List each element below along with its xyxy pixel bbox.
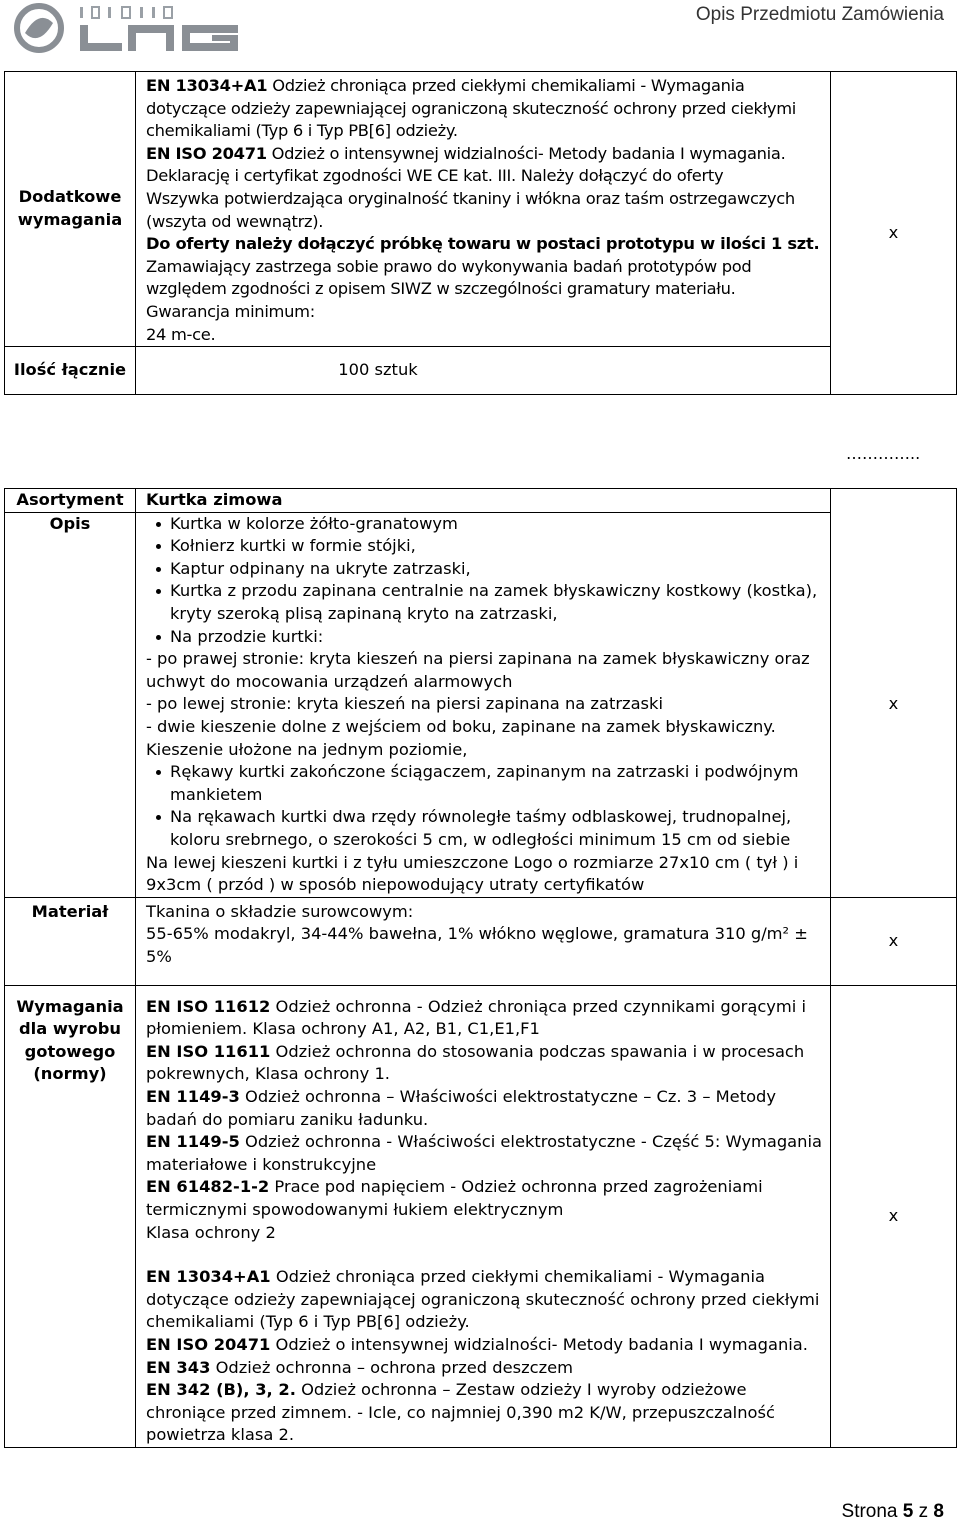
page-number: 5 (902, 1501, 914, 1522)
text-line: Tkanina o składzie surowcowym: (146, 901, 414, 921)
quantity-value: 100 sztuk (136, 347, 831, 395)
table-row (5, 347, 957, 395)
compliance-mark: x (831, 72, 957, 395)
polskie-lng-logo (12, 3, 247, 53)
text-line: Gwarancja minimum: (146, 301, 315, 321)
list-item: Kaptur odpinany na ukryte zatrzaski, (170, 558, 826, 581)
text-line: EN 1149-3 Odzież ochronna – Właściwości elektrostatyczne – Cz. 3 – Metody badań do pomiaru zaniku ładunku. (146, 1087, 777, 1129)
compliance-mark: x (831, 512, 957, 897)
list-item: Na rękawach kurtki dwa rzędy równoległe taśmy odblaskowej, trudnopalnej, koloru srebrnego, o szerokości 5 cm, w odległości minimum 15 cm od siebie (170, 806, 826, 851)
text-line: EN 343 Odzież ochronna – ochrona przed deszczem (146, 1357, 574, 1377)
text-line: - po prawej stronie: kryta kieszeń na piersi zapinana na zamek błyskawiczny oraz uchwyt do mocowania urządzeń alarmowych (146, 649, 810, 691)
product-spec-table (4, 488, 957, 1448)
list-item: Kurtka w kolorze żółto-granatowym (170, 513, 826, 536)
spacer (146, 1244, 826, 1266)
row-label: Wymagania dla wyrobu gotowego (normy) (5, 985, 136, 1447)
table-row (5, 897, 957, 985)
page-separator: z (913, 1501, 934, 1522)
document-title: Opis Przedmiotu Zamówienia (695, 4, 944, 25)
text-line: EN ISO 11611 Odzież ochronna do stosowania podczas spawania i w procesach pokrewnych, Klasa ochrony 1. (146, 1041, 805, 1084)
text-line: EN 342 (B), 3, 2. Odzież ochronna – Zestaw odzieży I wyroby odzieżowe chroniące przed zimnem. - Icle, co najmniej 0,390 m2 K/W, przepuszczalność powietrza klasa 2. (146, 1380, 775, 1445)
list-item: Kurtka z przodu zapinana centralnie na zamek błyskawiczny kostkowy (kostka), kryty szeroką plisą zapinaną kryto na zatrzaski, (170, 580, 826, 625)
list-item: Na przodzie kurtki: (170, 626, 826, 649)
text-line: - po lewej stronie: kryta kieszeń na piersi zapinana na zatrzaski (146, 694, 663, 714)
text-line: 24 m-ce. (146, 324, 216, 344)
compliance-mark: x (831, 985, 957, 1447)
row-label: Ilość łącznie (5, 347, 136, 395)
table-row (5, 985, 957, 1447)
table-row (5, 72, 957, 347)
page-total: 8 (933, 1501, 944, 1522)
text-line: Zamawiający zastrzega sobie prawo do wykonywania badań prototypów pod względem zgodności z opisem SIWZ w szczególności gramatury materiału. (146, 256, 752, 299)
empty-cell (831, 489, 957, 513)
assortment-value: Kurtka zimowa (136, 489, 831, 513)
row-label: Dodatkowe wymagania (5, 72, 136, 347)
list-item: Rękawy kurtki zakończone ściągaczem, zapinanym na zatrzaski i podwójnym mankietem (170, 761, 826, 806)
text-line: 55-65% modakryl, 34-44% bawełna, 1% włókno węglowe, gramatura 310 g/m² ± 5% (146, 924, 808, 966)
text-line: EN ISO 20471 Odzież o intensywnej widzialności- Metody badania I wymagania. (146, 1335, 808, 1354)
text-line: EN ISO 11612 Odzież ochronna - Odzież chroniąca przed czynnikami gorącymi i płomieniem. Klasa ochrony A1, A2, B1, C1,E1,F1 (146, 996, 807, 1039)
text-line: EN 13034+A1 Odzież chroniąca przed ciekłymi chemikaliami - Wymagania dotyczące odzieży zapewniającej ograniczoną skuteczność ochrony przed ciekłymi chemikaliami (Typ 6 i Typ PB[6] odzieży. (146, 1267, 820, 1332)
text-line: Do oferty należy dołączyć próbkę towaru w postaci prototypu w ilości 1 szt. (146, 234, 820, 254)
text-line: - dwie kieszenie dolne z wejściem od boku, zapinane na zamek błyskawiczny. Kieszenie ułożone na jednym poziomie, (146, 716, 776, 759)
text-line: Wszywka potwierdzająca oryginalność tkaniny i włókna oraz taśm ostrzegawczych (wszyta od wewnątrz). (146, 188, 795, 231)
page-prefix: Strona (841, 1501, 903, 1522)
row-label: Materiał (5, 897, 136, 985)
text-line: Deklarację i certyfikat zgodności WE CE kat. III. Należy dołączyć do oferty (146, 166, 724, 186)
additional-requirements-cell (136, 72, 831, 347)
requirements-table (4, 71, 957, 395)
description-cell (136, 512, 831, 897)
table-row (5, 489, 957, 513)
page-header (0, 0, 960, 60)
text-line: Na lewej kieszeni kurtki i z tyłu umieszczone Logo o rozmiarze 27x10 cm ( tył ) i 9x3cm ( przód ) w sposób niepowodujący utraty certyfikatów (146, 852, 799, 895)
text-line: EN 13034+A1 Odzież chroniąca przed ciekłymi chemikaliami - Wymagania dotyczące odzieży zapewniającej ograniczoną skuteczność ochrony przed ciekłymi chemikaliami (Typ 6 i Typ PB[6] odzieży. (146, 76, 797, 141)
description-list (146, 761, 826, 851)
text-line: EN ISO 20471 Odzież o intensywnej widzialności- Metody badania I wymagania. (146, 143, 786, 163)
table-row (5, 512, 957, 897)
description-list (146, 513, 826, 649)
text-line: EN 1149-5 Odzież ochronna - Właściwości elektrostatyczne - Część 5: Wymagania materiałowe i konstrukcyjne (146, 1132, 822, 1174)
compliance-mark: x (831, 897, 957, 985)
row-label: Opis (5, 512, 136, 897)
text-line: EN 61482-1-2 Prace pod napięciem - Odzież ochronna przed zagrożeniami termicznymi spowodowanymi łukiem elektrycznym (146, 1177, 763, 1220)
row-label: Asortyment (5, 489, 136, 513)
page-footer (842, 1501, 944, 1523)
standards-cell (136, 985, 831, 1447)
material-cell (136, 897, 831, 985)
list-item: Kołnierz kurtki w formie stójki, (170, 535, 826, 558)
text-line: Klasa ochrony 2 (146, 1222, 276, 1242)
price-placeholder: ………….. (846, 444, 921, 463)
